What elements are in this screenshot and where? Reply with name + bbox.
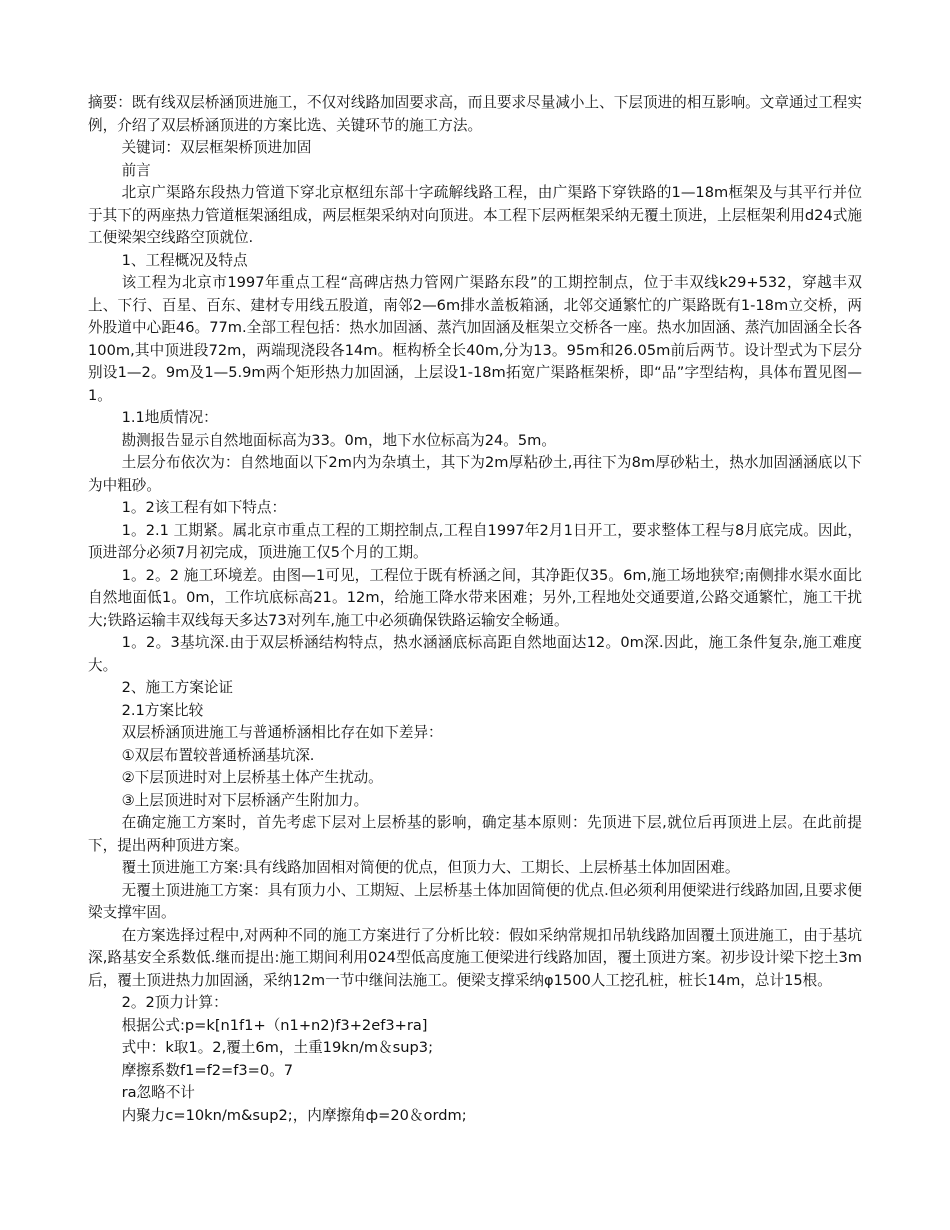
body-paragraph: 1。2。2 施工环境差。由图—1可见，工程位于既有桥涵之间，其净距仅35。6m,施工场地狭窄;南侧排水渠水面比自然地面低1。0m，工作坑底标高21。12m，给施工降水带来困难；另外,工程地处交通要道,公路交通繁忙，施工干扰大;铁路运输丰双线每天多达73对列车,施工中必须确保铁路运输安全畅通。	[88, 566, 862, 629]
formula-line: 摩擦系数f1=f2=f3=0。7	[121, 1061, 294, 1079]
formula-line: 内聚力c=10kn/m&sup2;，内摩擦角ф=20＆ordm;	[121, 1106, 467, 1124]
body-paragraph: 在方案选择过程中,对两种不同的施工方案进行了分析比较：假如采纳常规扣吊轨线路加固覆土顶进施工，由于基坑深,路基安全系数低.继而提出:施工期间利用024型低高度施工便梁进行线路加固，覆土顶进方案。初步设计梁下挖土3m后，覆土顶进热力加固涵，采纳12m一节中继间法施工。便梁支撑采纳φ1500人工挖孔桩，桩长14m，总计15根。	[88, 926, 862, 989]
section-heading-overview: 1、工程概况及特点	[121, 251, 248, 269]
body-paragraph: 土层分布依次为：自然地面以下2m内为杂填土，其下为2m厚粘砂土,再往下为8m厚砂粘土，热水加固涵涵底以下为中粗砂。	[88, 454, 862, 494]
subsection-heading-geology: 1.1地质情况：	[121, 409, 218, 426]
body-paragraph: 1。2。3基坑深.由于双层桥涵结构特点，热水涵涵底标高距自然地面达12。0m深.因此，施工条件复杂,施工难度大。	[88, 634, 862, 674]
body-paragraph: 1。2.1 工期紧。属北京市重点工程的工期控制点,工程自1997年2月1日开工，要求整体工程与8月底完成。因此，顶进部分必须7月初完成，顶进施工仅5个月的工期。	[88, 521, 862, 561]
section-heading-scheme: 2、施工方案论证	[121, 679, 234, 696]
list-item: ③上层顶进时对下层桥涵产生附加力。	[121, 791, 369, 809]
subsection-heading-comparison: 2.1方案比较	[121, 701, 204, 719]
formula-line: ra忽略不计	[121, 1084, 195, 1101]
formula-line: 式中：k取1。2,覆土6m，土重19kn/m＆sup3;	[121, 1039, 433, 1056]
body-paragraph: 在确定施工方案时，首先考虑下层对上层桥基的影响，确定基本原则：先顶进下层,就位后再顶进上层。在此前提下，提出两种顶进方案。	[88, 814, 862, 854]
body-paragraph: 无覆土顶进施工方案：具有顶力小、工期短、上层桥基土体加固简便的优点.但必须利用便梁进行线路加固,且要求便梁支撑牢固。	[88, 881, 862, 921]
body-paragraph: 勘测报告显示自然地面标高为33。0m，地下水位标高为24。5m。	[121, 431, 556, 449]
subsection-heading-jacking-force: 2。2顶力计算：	[121, 994, 228, 1011]
keywords-line: 关键词：双层框架桥顶进加固	[121, 139, 312, 156]
subsection-heading-features: 1。2该工程有如下特点：	[121, 499, 287, 516]
list-item: ②下层顶进时对上层桥基土体产生扰动。	[121, 769, 383, 786]
formula-line: 根据公式:p=k[n1f1+（n1+n2)f3+2ef3+ra]	[121, 1016, 428, 1034]
body-paragraph: 双层桥涵顶进施工与普通桥涵相比存在如下差异：	[121, 724, 443, 741]
abstract-paragraph: 摘要：既有线双层桥涵顶进施工，不仅对线路加固要求高，而且要求尽量减小上、下层顶进的相互影响。文章通过工程实例，介绍了双层桥涵顶进的方案比选、关键环节的施工方法。	[88, 94, 862, 134]
list-item: ①双层布置较普通桥涵基坑深.	[121, 746, 315, 764]
body-paragraph: 该工程为北京市1997年重点工程“高碑店热力管网广渠路东段”的工期控制点，位于丰双线k29+532，穿越丰双上、下行、百星、百东、建材专用线五股道，南邻2—6m排水盖板箱涵，北邻交通繁忙的广渠路既有1-18m立交桥，两外股道中心距46。77m.全部工程包括：热水加固涵、蒸汽加固涵及框架立交桥各一座。热水加固涵、蒸汽加固涵全长各100m,其中顶进段72m，两端现浇段各14m。框构桥全长40m,分为13。95m和26.05m前后两节。设计型式为下层分别设1—2。9m及1—5.9m两个矩形热力加固涵，上层设1-18m拓宽广渠路框架桥，即“品”字型结构，具体布置见图—1。	[88, 274, 862, 404]
body-paragraph: 覆土顶进施工方案:具有线路加固相对简便的优点，但顶力大、工期长、上层桥基土体加固困难。	[121, 859, 740, 876]
section-heading-preface: 前言	[121, 161, 151, 179]
body-paragraph: 北京广渠路东段热力管道下穿北京枢纽东部十字疏解线路工程，由广渠路下穿铁路的1—18m框架及与其平行并位于其下的两座热力管道框架涵组成，两层框架采纳对向顶进。本工程下层两框架采纳无覆土顶进，上层框架利用d24式施工便梁架空线路空顶就位.	[88, 184, 862, 246]
